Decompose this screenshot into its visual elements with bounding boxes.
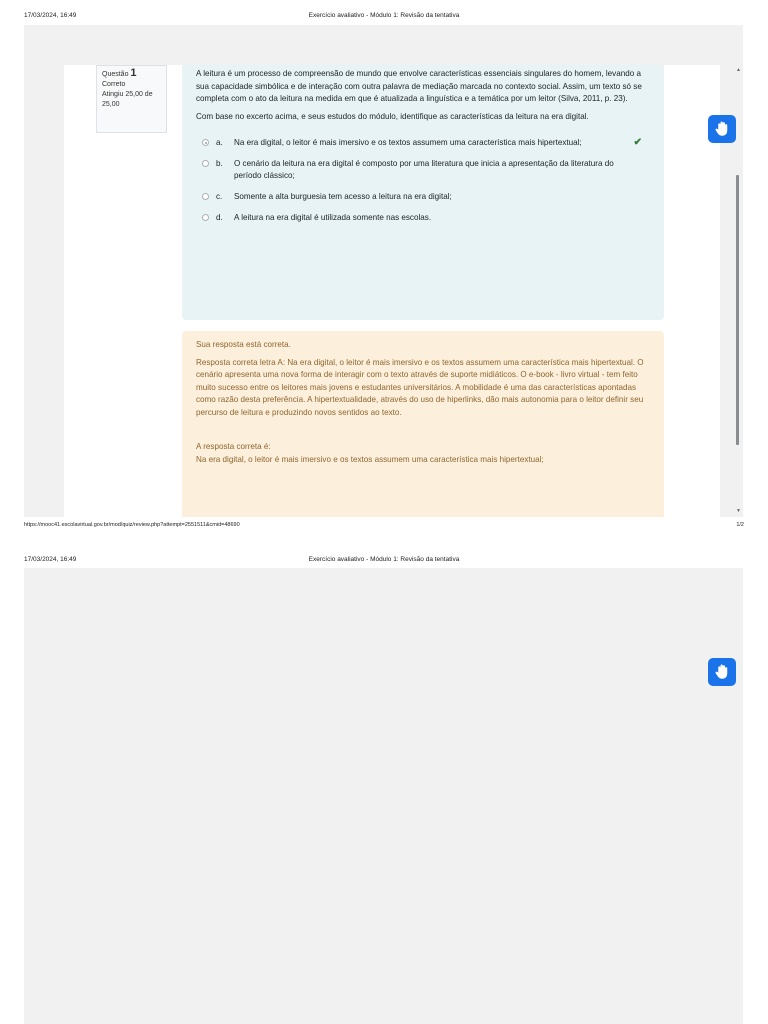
print-title: Exercício avaliativo - Módulo 1: Revisão da tentativa (308, 12, 460, 19)
question-text-box (182, 65, 664, 320)
question-prompt: Com base no excerto acima, e seus estudos do módulo, identifique as características da leitura na era digital. (196, 111, 589, 121)
hand-sign-icon (713, 663, 731, 681)
scroll-up-arrow-icon[interactable]: ▲ (736, 67, 741, 73)
print-date: 17/03/2024, 16:49 (24, 12, 77, 19)
question-grade: Atingiu 25,00 de 25,00 (102, 91, 153, 108)
page-viewport-2 (24, 568, 743, 1024)
question-label: Questão (102, 71, 129, 78)
check-icon: ✔ (633, 137, 642, 148)
print-header (0, 12, 768, 26)
radio-icon[interactable] (202, 160, 209, 167)
accessibility-button[interactable] (708, 658, 736, 686)
feedback-box (182, 331, 664, 517)
question-text: A leitura é um processo de compreensão de mundo que envolve características essenciais singulares do homem, levando a sua capacidade simbólica e de interação com outra palavra de mediação marcada no contexto social. Assim, um texto só se completa com o ato da leitura na medida em que é atualizada a linguística e a temática por um leitor (Silva, 2011, p. 23). (196, 69, 642, 103)
question-info (96, 65, 167, 133)
accessibility-button[interactable] (708, 115, 736, 143)
scroll-down-arrow-icon[interactable]: ▼ (736, 508, 741, 514)
page-viewport (24, 25, 743, 517)
answer-text: Na era digital, o leitor é mais imersivo e os textos assumem uma característica mais hipertextual; (234, 138, 582, 147)
answer-letter: c. (216, 192, 223, 201)
answer-option-a[interactable] (196, 137, 650, 149)
scroll-thumb[interactable] (736, 175, 739, 445)
answer-option-b[interactable] (196, 158, 650, 182)
radio-selected-icon[interactable] (202, 139, 209, 146)
right-answer-text: Na era digital, o leitor é mais imersivo e os textos assumem uma característica mais hipertextual; (196, 454, 544, 464)
feedback-explanation: Resposta correta letra A: Na era digital, o leitor é mais imersivo e os textos assumem uma característica mais hipertextual. O cenário apresenta uma nova forma de interagir com o texto através de suporte midiáticos. O e-book - livro virtual - tem feito muito sucesso entre os leitores mais jovens e estudantes universitários. A mobilidade é uma das características apontadas como razão desta preferência. A hipertextualidade, através do uso de hiperlinks, dão mais autonomia para o leitor definir seu percurso de leitura e produzindo novos sentidos ao texto. (196, 357, 644, 417)
answer-letter: b. (216, 159, 223, 168)
answer-option-c[interactable] (196, 191, 650, 203)
right-answer-label: A resposta correta é: (196, 442, 271, 451)
answer-letter: d. (216, 213, 223, 222)
print-title: Exercício avaliativo - Módulo 1: Revisão da tentativa (308, 556, 460, 563)
feedback-status: Sua resposta está correta. (196, 340, 291, 349)
answer-text: A leitura na era digital é utilizada somente nas escolas. (234, 213, 432, 222)
radio-icon[interactable] (202, 193, 209, 200)
answer-list (196, 137, 650, 224)
right-answer (196, 441, 650, 466)
print-url: https://mooc41.escolavirtual.gov.br/mod/quiz/review.php?attempt=2551511&cmid=48690 (24, 522, 240, 528)
answer-text: Somente a alta burguesia tem acesso a leitura na era digital; (234, 192, 452, 201)
answer-option-d[interactable] (196, 212, 650, 224)
print-date: 17/03/2024, 16:49 (24, 556, 77, 563)
question-state: Correto (102, 81, 126, 88)
print-page-number: 1/2 (736, 522, 744, 528)
question-number: 1 (130, 67, 137, 79)
hand-sign-icon (713, 120, 731, 138)
quiz-content (64, 65, 720, 517)
radio-icon[interactable] (202, 214, 209, 221)
answer-text: O cenário da leitura na era digital é composto por uma literatura que inicia a apresentação da literatura do período clássico; (234, 159, 614, 180)
answer-letter: a. (216, 138, 223, 147)
